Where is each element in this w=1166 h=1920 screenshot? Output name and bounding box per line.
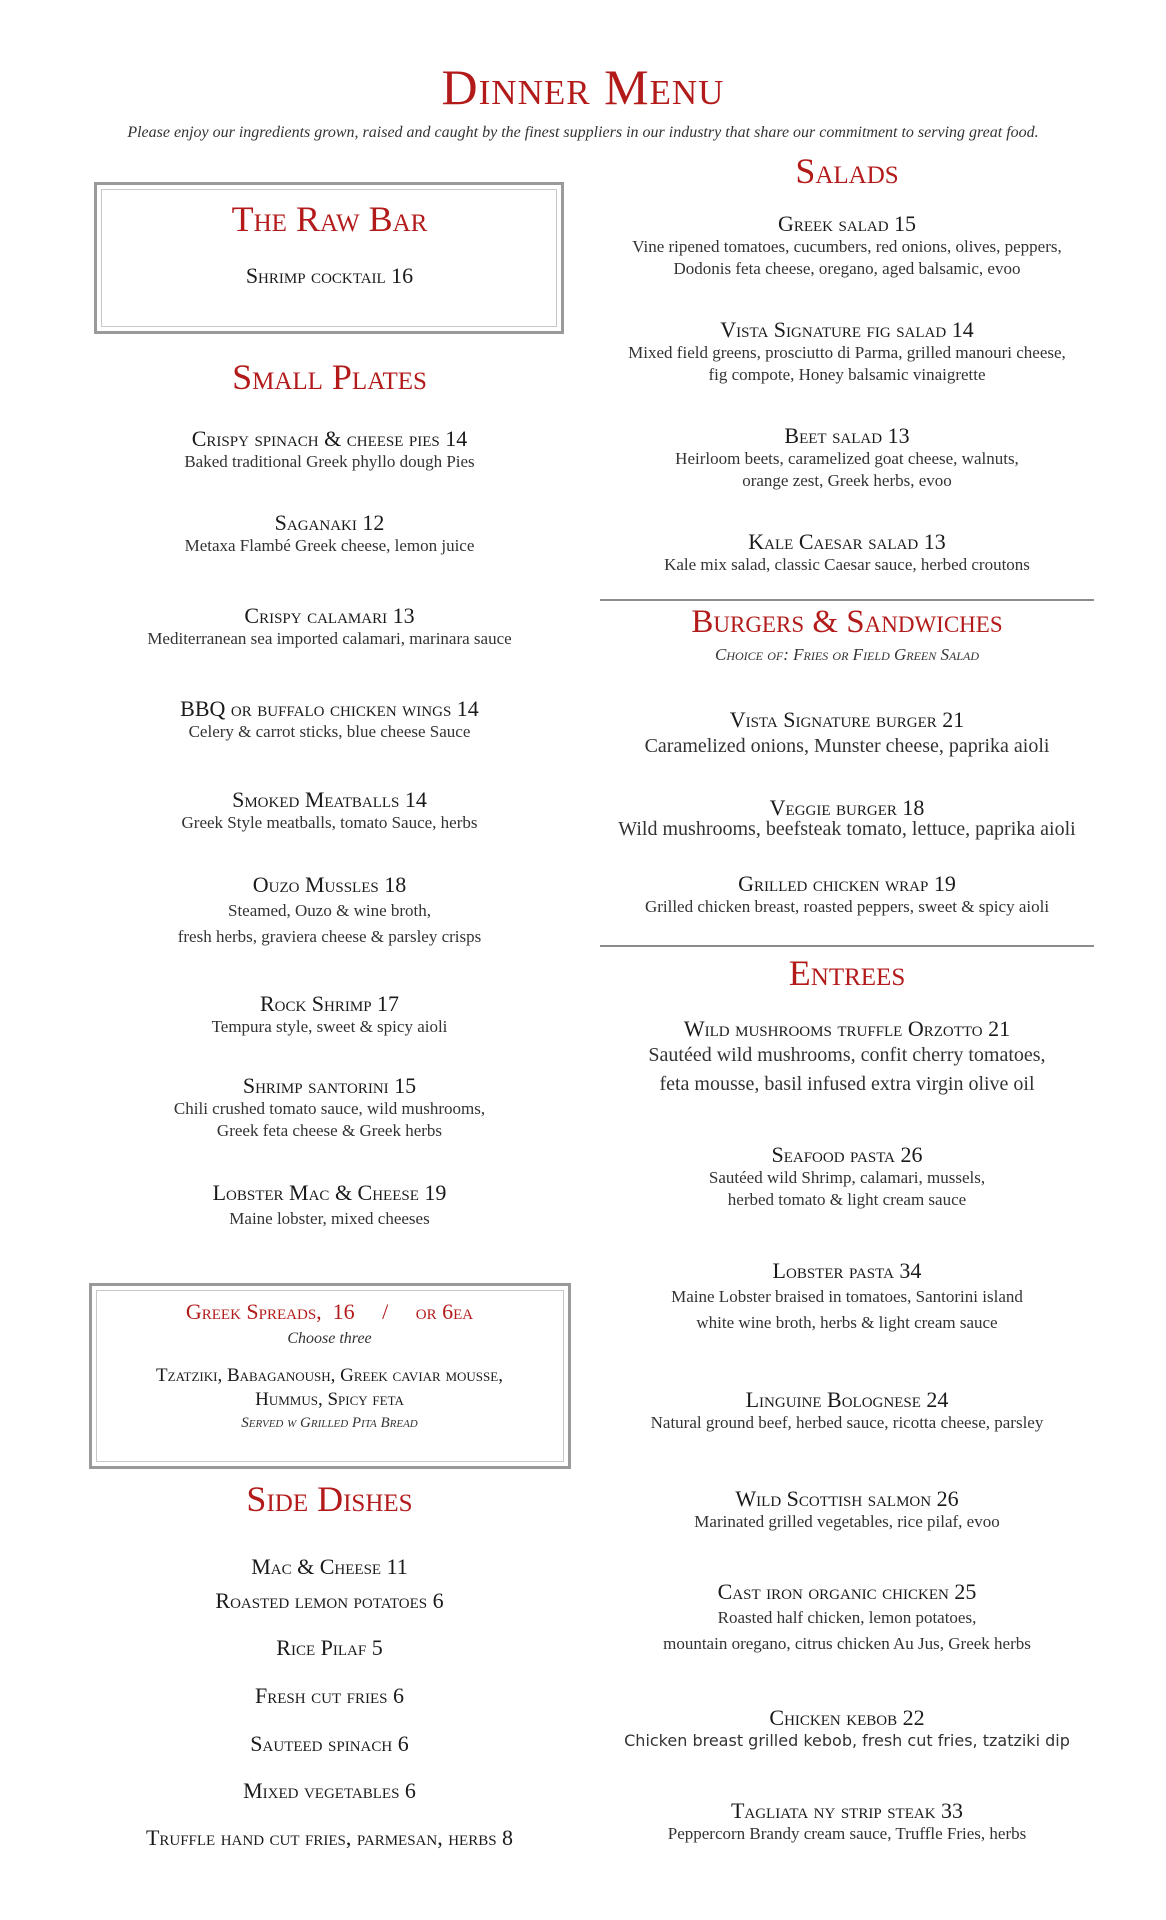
item-name: Kale Caesar salad 13 bbox=[748, 529, 946, 554]
item-desc: Baked traditional Greek phyllo dough Pies bbox=[184, 452, 475, 471]
greek-spreads-choose: Choose three bbox=[287, 1330, 372, 1347]
item-desc: Tempura style, sweet & spicy aioli bbox=[211, 1017, 448, 1036]
item-name: Vista Signature fig salad 14 bbox=[720, 317, 974, 342]
item-name: Chicken kebob 22 bbox=[769, 1705, 925, 1730]
item-desc: Sautéed wild mushrooms, confit cherry tomatoes, bbox=[648, 1044, 1046, 1066]
item-desc-line2: feta mousse, basil infused extra virgin olive oil bbox=[659, 1073, 1035, 1095]
small-plate-item bbox=[87, 1074, 572, 1142]
entree-item bbox=[597, 1580, 1097, 1656]
divider bbox=[600, 599, 1094, 601]
small-plates-title: Small Plates bbox=[232, 357, 427, 397]
entree-item bbox=[597, 1017, 1097, 1099]
item-desc: Peppercorn Brandy cream sauce, Truffle Fries, herbs bbox=[667, 1824, 1027, 1843]
item-name: Crispy spinach & cheese pies 14 bbox=[191, 426, 468, 451]
item-desc-line2: fig compote, Honey balsamic vinaigrette bbox=[708, 365, 986, 384]
item-desc: Grilled chicken breast, roasted peppers, sweet & spicy aioli bbox=[644, 897, 1050, 916]
divider bbox=[600, 945, 1094, 947]
small-plate-item bbox=[87, 511, 572, 557]
item-desc: Mediterranean sea imported calamari, marinara sauce bbox=[147, 629, 512, 648]
menu-subtitle: Please enjoy our ingredients grown, raised and caught by the finest suppliers in our industry that share our commitment to serving great food. bbox=[127, 124, 1039, 141]
item-name: Seafood pasta 26 bbox=[771, 1142, 923, 1167]
item-name: Grilled chicken wrap 19 bbox=[738, 871, 956, 896]
item-name: Rock Shrimp 17 bbox=[259, 991, 400, 1016]
item-name: Veggie burger 18 bbox=[769, 795, 925, 820]
item-desc: Roasted half chicken, lemon potatoes, bbox=[717, 1608, 977, 1627]
item-desc: Chili crushed tomato sauce, wild mushrooms, bbox=[173, 1099, 486, 1118]
item-desc-line2: white wine broth, herbs & light cream sauce bbox=[696, 1313, 998, 1332]
item-desc: Greek Style meatballs, tomato Sauce, herbs bbox=[181, 813, 478, 832]
small-plate-item bbox=[87, 604, 572, 650]
item-desc: Celery & carrot sticks, blue cheese Sauce bbox=[188, 722, 471, 741]
item-desc-line2: mountain oregano, citrus chicken Au Jus, Greek herbs bbox=[663, 1634, 1031, 1653]
side-dish-item: Mac & Cheese 11 bbox=[251, 1554, 408, 1579]
entree-item bbox=[597, 1706, 1097, 1752]
greek-spreads bbox=[87, 1300, 572, 1434]
side-dishes-title: Side Dishes bbox=[246, 1479, 413, 1519]
entree-item bbox=[597, 1799, 1097, 1845]
greek-spreads-title: Greek Spreads, 16 / or 6ea bbox=[185, 1299, 474, 1324]
burger-item bbox=[597, 872, 1097, 918]
item-name: Greek salad 15 bbox=[777, 211, 917, 236]
small-plate-item bbox=[87, 873, 572, 949]
item-name: Crispy calamari 13 bbox=[244, 603, 415, 628]
item-name: Smoked Meatballs 14 bbox=[232, 787, 427, 812]
burgers-title: Burgers & Sandwiches bbox=[691, 604, 1003, 640]
item-desc: Wild mushrooms, beefsteak tomato, lettuce, paprika aioli bbox=[618, 818, 1076, 840]
item-desc: Metaxa Flambé Greek cheese, lemon juice bbox=[184, 536, 475, 555]
item-desc: Kale mix salad, classic Caesar sauce, herbed croutons bbox=[664, 555, 1030, 574]
item-desc: Steamed, Ouzo & wine broth, bbox=[227, 901, 431, 920]
item-name: Wild Scottish salmon 26 bbox=[735, 1486, 959, 1511]
item-name: Ouzo Mussles 18 bbox=[252, 872, 407, 897]
item-desc: Chicken breast grilled kebob, fresh cut fries, tzatziki dip bbox=[624, 1731, 1070, 1750]
item-desc-line2: Greek feta cheese & Greek herbs bbox=[216, 1121, 443, 1140]
item-name: Tagliata ny strip steak 33 bbox=[730, 1798, 964, 1823]
item-desc-line2: fresh herbs, graviera cheese & parsley crisps bbox=[177, 927, 482, 946]
item-desc: Vine ripened tomatoes, cucumbers, red onions, olives, peppers, bbox=[632, 237, 1062, 256]
salads-title: Salads bbox=[795, 151, 899, 191]
side-dish-item: Mixed vegetables 6 bbox=[243, 1778, 416, 1803]
small-plate-item bbox=[87, 427, 572, 473]
item-desc-line2: orange zest, Greek herbs, evoo bbox=[742, 471, 952, 490]
right-column bbox=[597, 0, 1097, 1920]
item-desc: Maine lobster, mixed cheeses bbox=[229, 1209, 430, 1228]
item-desc: Sautéed wild Shrimp, calamari, mussels, bbox=[708, 1168, 986, 1187]
item-name: Lobster pasta 34 bbox=[772, 1258, 922, 1283]
item-desc: Caramelized onions, Munster cheese, paprika aioli bbox=[644, 735, 1050, 757]
side-dish-item: Roasted lemon potatoes 6 bbox=[215, 1588, 444, 1613]
side-dish-item: Rice Pilaf 5 bbox=[276, 1635, 383, 1660]
entree-item bbox=[597, 1143, 1097, 1211]
item-name: Shrimp santorini 15 bbox=[242, 1073, 417, 1098]
greek-spreads-line1: Tzatziki, Babaganoush, Greek caviar mousse, bbox=[156, 1365, 503, 1386]
item-name: Beet salad 13 bbox=[784, 423, 910, 448]
item-desc-line2: Dodonis feta cheese, oregano, aged balsamic, evoo bbox=[673, 259, 1021, 278]
item-desc: Heirloom beets, caramelized goat cheese, walnuts, bbox=[675, 449, 1019, 468]
salad-item bbox=[597, 424, 1097, 492]
item-name: Saganaki 12 bbox=[274, 510, 385, 535]
item-desc: Maine Lobster braised in tomatoes, Santorini island bbox=[671, 1287, 1023, 1306]
small-plate-item bbox=[87, 1181, 572, 1233]
entree-item bbox=[597, 1487, 1097, 1533]
salad-item bbox=[597, 530, 1097, 576]
item-desc: Mixed field greens, prosciutto di Parma, grilled manouri cheese, bbox=[628, 343, 1066, 362]
entree-item bbox=[597, 1259, 1097, 1335]
salad-item bbox=[597, 318, 1097, 386]
greek-spreads-served: Served w Grilled Pita Bread bbox=[241, 1415, 418, 1431]
item-desc: Marinated grilled vegetables, rice pilaf, evoo bbox=[694, 1512, 1000, 1531]
entree-item bbox=[597, 1388, 1097, 1434]
burger-item bbox=[597, 796, 1097, 839]
item-name: Wild mushrooms truffle Orzotto 21 bbox=[683, 1016, 1011, 1041]
burgers-choice: Choice of: Fries or Field Green Salad bbox=[714, 645, 980, 664]
entrees-title: Entrees bbox=[788, 953, 906, 993]
burger-item bbox=[597, 708, 1097, 761]
item-name: Cast iron organic chicken 25 bbox=[717, 1579, 977, 1604]
side-dish-item: Truffle hand cut fries, parmesan, herbs 8 bbox=[145, 1825, 514, 1850]
greek-spreads-line2: Hummus, Spicy feta bbox=[255, 1389, 404, 1410]
small-plate-item bbox=[87, 697, 572, 743]
small-plate-item bbox=[87, 788, 572, 834]
raw-bar-title: The Raw Bar bbox=[231, 199, 428, 239]
item-name: Lobster Mac & Cheese 19 bbox=[212, 1180, 447, 1205]
item-desc: Natural ground beef, herbed sauce, ricotta cheese, parsley bbox=[650, 1413, 1044, 1432]
menu-title: Dinner Menu bbox=[441, 59, 725, 115]
item-desc-line2: herbed tomato & light cream sauce bbox=[727, 1190, 967, 1209]
raw-bar-item bbox=[87, 264, 572, 288]
burgers-subtitle bbox=[597, 644, 1097, 666]
item-name: BBQ or buffalo chicken wings 14 bbox=[180, 696, 479, 721]
left-column bbox=[90, 0, 575, 1920]
side-dish-item: Sauteed spinach 6 bbox=[250, 1731, 409, 1756]
salad-item bbox=[597, 212, 1097, 280]
raw-bar-item-name: Shrimp cocktail 16 bbox=[245, 263, 414, 288]
small-plate-item bbox=[87, 992, 572, 1038]
side-dish-item: Fresh cut fries 6 bbox=[255, 1683, 404, 1708]
item-name: Vista Signature burger 21 bbox=[729, 707, 965, 732]
item-name: Linguine Bolognese 24 bbox=[745, 1387, 949, 1412]
